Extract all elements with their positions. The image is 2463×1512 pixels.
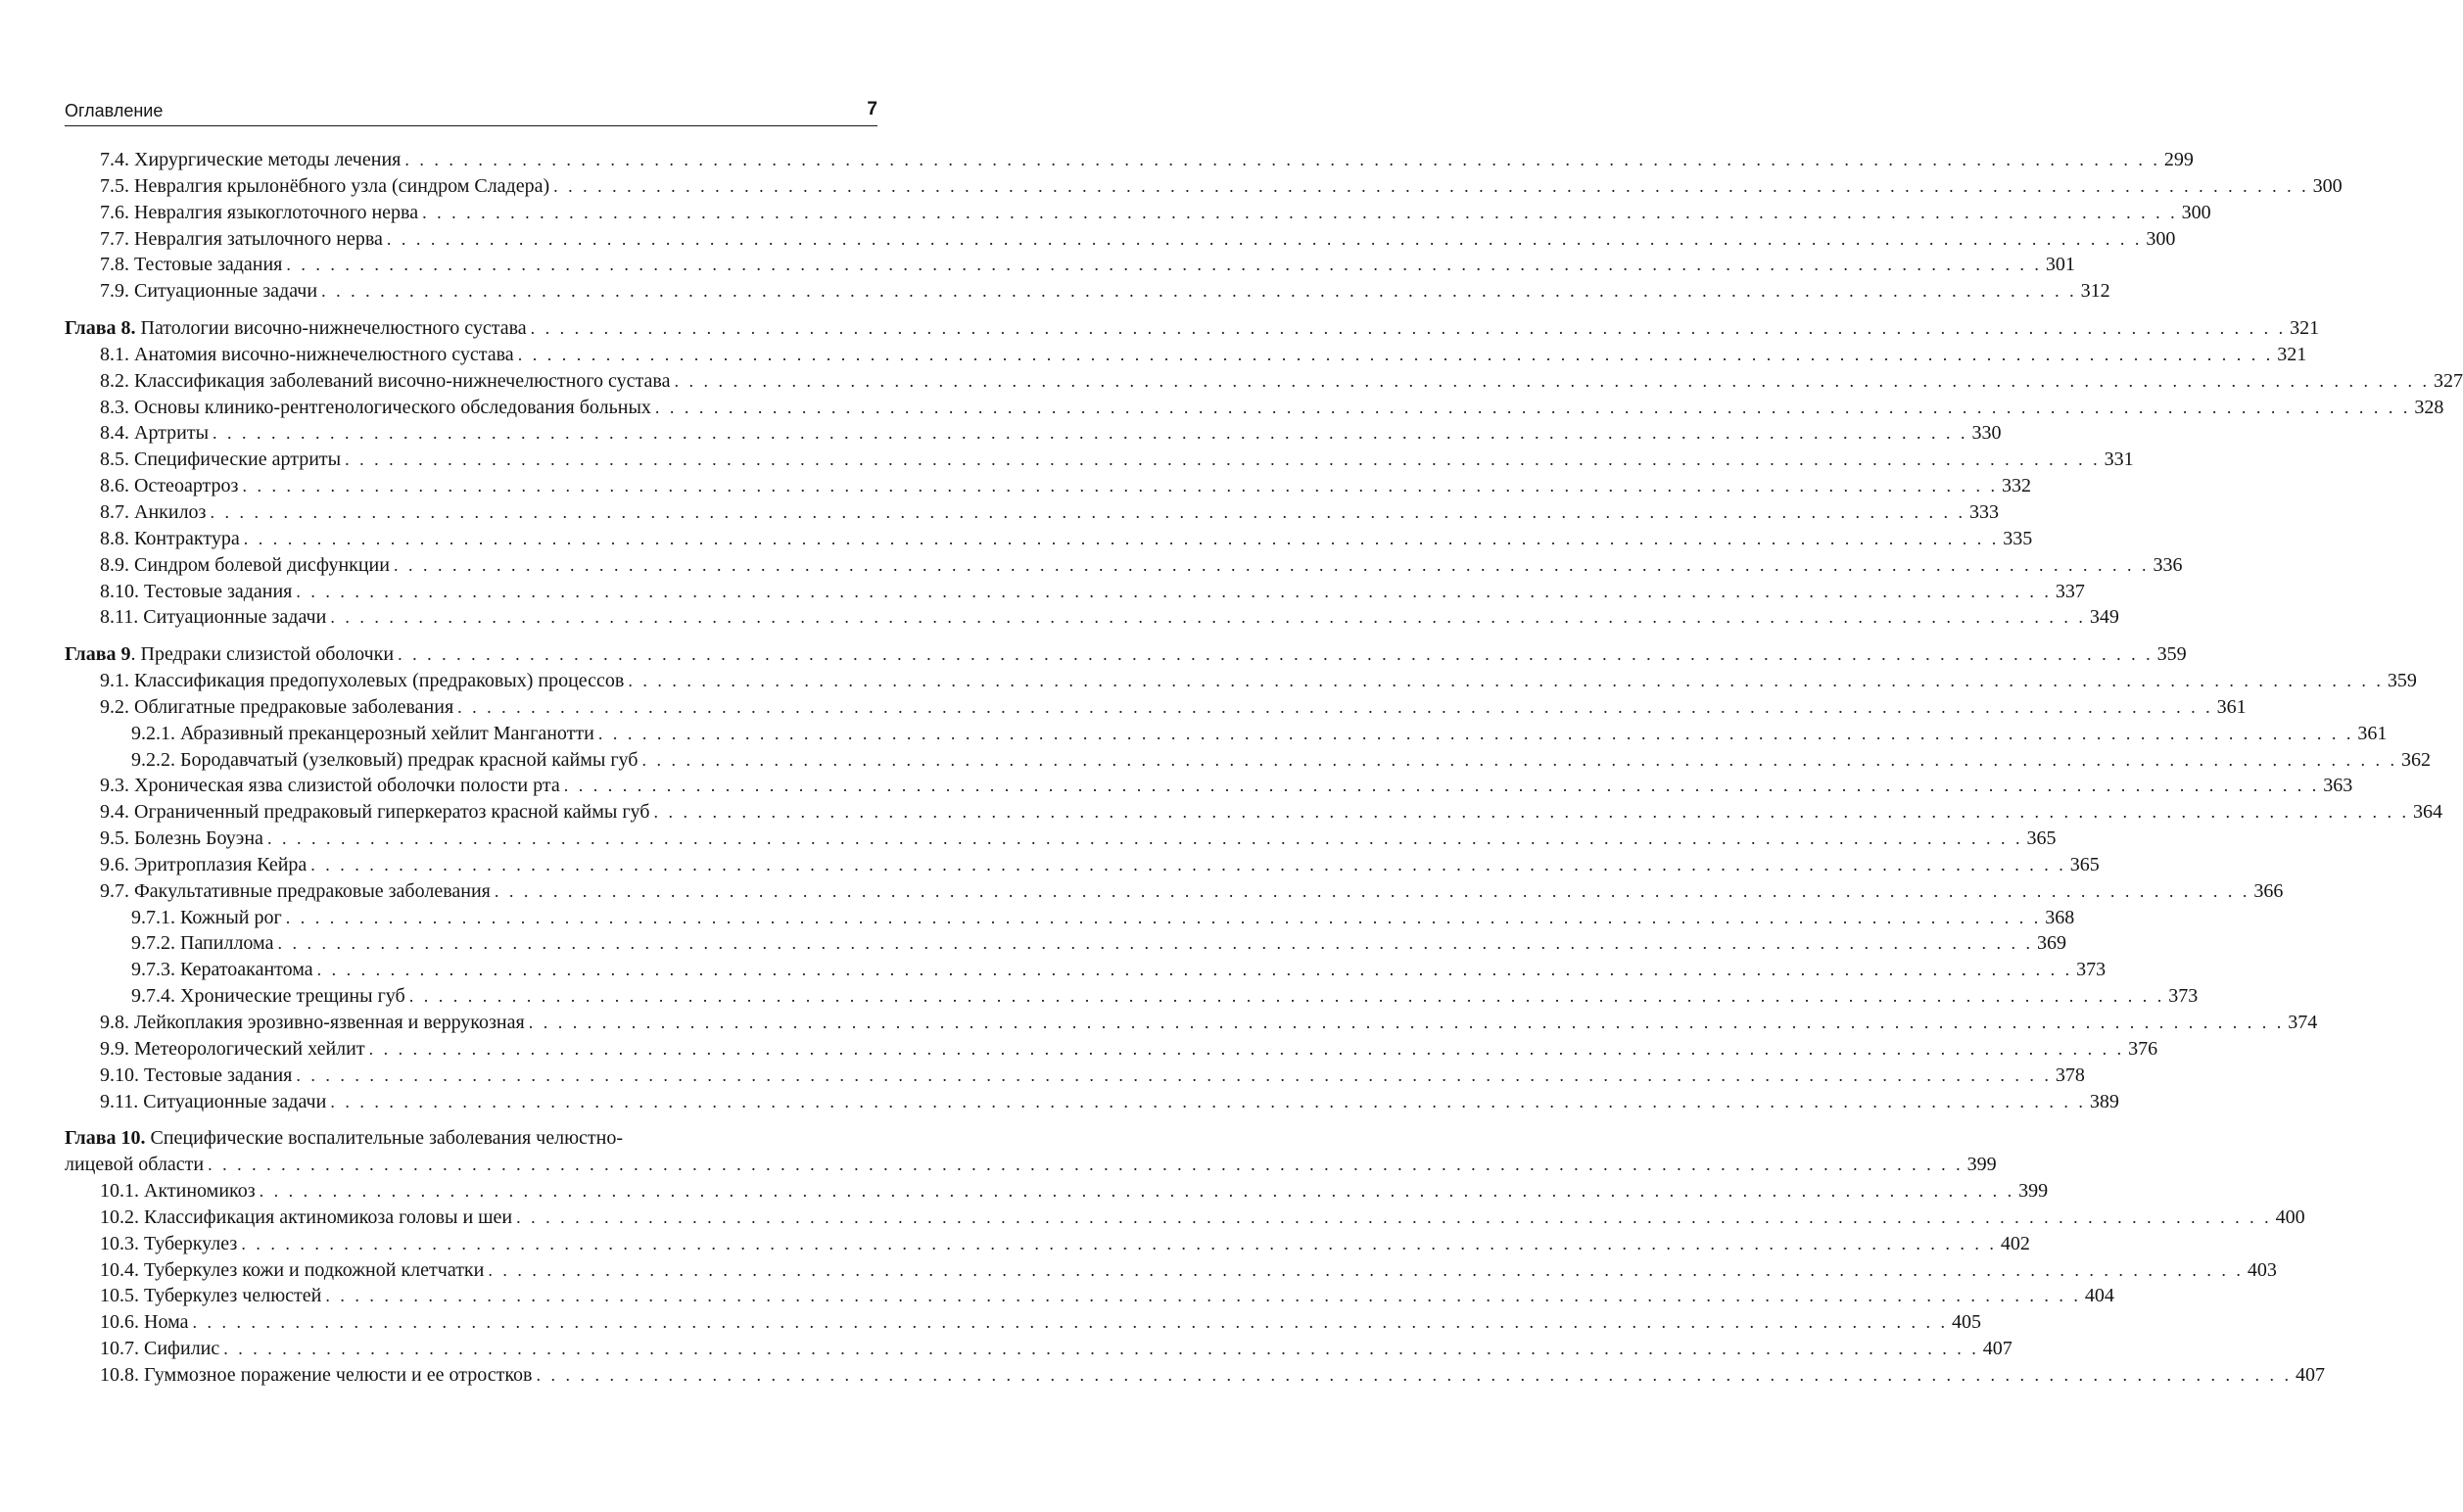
dot-leader bbox=[286, 252, 2042, 278]
entry-title: 9.2.1. Абразивный преканцерозный хейлит Манганотти bbox=[131, 722, 594, 744]
entry-page-number: 373 bbox=[2168, 985, 2199, 1008]
dot-leader bbox=[286, 905, 2042, 931]
toc-subentry bbox=[65, 983, 2199, 1010]
dot-leader bbox=[223, 1336, 1979, 1362]
entry-title: 8.2. Классификация заболеваний височно-нижнечелюстного сустава bbox=[100, 369, 671, 392]
entry-page-number: 300 bbox=[2181, 201, 2211, 223]
section-gap bbox=[65, 305, 879, 315]
entry-title: 10.5. Туберкулез челюстей bbox=[100, 1285, 322, 1307]
entry-page-number: 301 bbox=[2045, 254, 2075, 276]
toc-entry bbox=[65, 604, 2119, 631]
section-gap bbox=[65, 631, 879, 641]
entry-page-number: 368 bbox=[2045, 906, 2075, 928]
entry-page-number: 299 bbox=[2163, 149, 2194, 170]
toc-entry bbox=[65, 278, 2110, 305]
section-gap bbox=[65, 1114, 879, 1125]
toc-entry bbox=[65, 395, 2444, 421]
dot-leader bbox=[310, 852, 2066, 878]
entry-page-number: 336 bbox=[2153, 553, 2183, 576]
dot-leader bbox=[387, 226, 2143, 253]
entry-page-number: 359 bbox=[2387, 670, 2417, 692]
entry-title: 8.3. Основы клинико-рентгенологического обследования больных bbox=[100, 396, 651, 418]
entry-title: 8.11. Ситуационные задачи bbox=[100, 606, 327, 629]
entry-page-number: 332 bbox=[2001, 475, 2031, 497]
dot-leader bbox=[330, 604, 2086, 631]
entry-title: 9.7.3. Кератоакантома bbox=[131, 959, 313, 981]
entry-page-number: 300 bbox=[2312, 174, 2343, 197]
entry-title: 7.6. Невралгия языкоглоточного нерва bbox=[100, 201, 419, 223]
dot-leader bbox=[422, 200, 2178, 226]
entry-page-number: 376 bbox=[2128, 1037, 2158, 1060]
dot-leader bbox=[516, 1205, 2272, 1231]
entry-title: 9.7.1. Кожный рог bbox=[131, 906, 282, 928]
dot-leader bbox=[260, 1178, 2015, 1205]
entry-title: 8.10. Тестовые задания bbox=[100, 580, 293, 602]
toc-entry bbox=[65, 1309, 1981, 1336]
entry-title: 9.7. Факультативные предраковые заболевания bbox=[100, 879, 491, 902]
entry-page-number: 330 bbox=[1971, 422, 2002, 445]
entry-title: 8.8. Контрактура bbox=[100, 527, 240, 549]
chapter-heading bbox=[65, 641, 2187, 668]
toc-entry bbox=[65, 826, 2057, 852]
entry-page-number: 364 bbox=[2412, 801, 2442, 824]
entry-page-number: 374 bbox=[2288, 1012, 2318, 1033]
entry-page-number: 349 bbox=[2089, 606, 2119, 629]
toc-entry bbox=[65, 694, 2247, 721]
entry-title: 9.7.4. Хронические трещины губ bbox=[131, 985, 405, 1008]
toc-entry bbox=[65, 252, 2075, 278]
entry-page-number: 366 bbox=[2253, 879, 2284, 902]
dot-leader bbox=[553, 173, 2309, 200]
entry-page-number: 337 bbox=[2055, 580, 2085, 602]
entry-page-number: 328 bbox=[2414, 396, 2444, 418]
entry-title: 10.7. Сифилис bbox=[100, 1338, 220, 1360]
entry-title: 10.4. Туберкулез кожи и подкожной клетчатки bbox=[100, 1258, 485, 1281]
dot-leader bbox=[277, 930, 2033, 957]
dot-leader bbox=[345, 447, 2101, 473]
entry-page-number: 335 bbox=[2003, 527, 2033, 549]
toc-entry bbox=[65, 1063, 2085, 1089]
entry-title: 9.2. Облигатные предраковые заболевания bbox=[100, 695, 454, 718]
dot-leader bbox=[409, 983, 2165, 1010]
dot-leader bbox=[394, 552, 2150, 579]
entry-page-number: 365 bbox=[2026, 827, 2057, 850]
chapter-label: Глава 9 bbox=[65, 643, 131, 666]
dot-leader bbox=[531, 315, 2287, 342]
dot-leader bbox=[564, 773, 2320, 799]
toc-entry bbox=[65, 1336, 2013, 1362]
chapter-heading-continued bbox=[65, 1152, 1997, 1178]
entry-page-number: 312 bbox=[2080, 280, 2110, 303]
chapter-label: Глава 8. bbox=[65, 317, 136, 340]
entry-title: 9.2.2. Бородавчатый (узелковый) предрак красной каймы губ bbox=[131, 748, 639, 771]
entry-title: 10.2. Классификация актиномикоза головы и шеи bbox=[100, 1205, 513, 1228]
table-of-contents bbox=[65, 147, 2463, 1389]
toc-entry bbox=[65, 878, 2284, 905]
dot-leader bbox=[330, 1089, 2086, 1115]
entry-page-number: 321 bbox=[2277, 343, 2307, 365]
entry-page-number: 300 bbox=[2146, 227, 2176, 250]
dot-leader bbox=[674, 368, 2430, 395]
toc-subentry bbox=[65, 747, 2431, 774]
dot-leader bbox=[210, 499, 1966, 526]
toc-entry bbox=[65, 1178, 2049, 1205]
toc-entry bbox=[65, 852, 2100, 878]
dot-leader bbox=[325, 1283, 2081, 1309]
entry-title: 8.7. Анкилоз bbox=[100, 500, 207, 523]
running-header bbox=[65, 98, 877, 126]
dot-leader bbox=[208, 1152, 1964, 1178]
chapter-page-number: 321 bbox=[2290, 317, 2320, 340]
dot-leader bbox=[242, 473, 1998, 499]
entry-title: 9.1. Классификация предопухолевых (предраковых) процессов bbox=[100, 670, 625, 692]
chapter-title: Специфические воспалительные заболевания челюстно- bbox=[150, 1127, 623, 1150]
toc-entry bbox=[65, 773, 2353, 799]
toc-entry bbox=[65, 552, 2183, 579]
entry-title: 9.9. Метеорологический хейлит bbox=[100, 1037, 365, 1060]
toc-entry bbox=[65, 226, 2176, 253]
entry-title: 9.6. Эритроплазия Кейра bbox=[100, 853, 308, 875]
toc-entry bbox=[65, 668, 2417, 694]
chapter-heading-text bbox=[65, 315, 527, 342]
entry-page-number: 407 bbox=[1982, 1338, 2013, 1360]
dot-leader bbox=[404, 147, 2160, 173]
entry-page-number: 333 bbox=[1968, 500, 1999, 523]
toc-entry bbox=[65, 200, 2211, 226]
entry-title: 8.9. Синдром болевой дисфункции bbox=[100, 553, 390, 576]
dot-leader bbox=[488, 1257, 2244, 1284]
dot-leader bbox=[641, 747, 2397, 774]
dot-leader bbox=[369, 1036, 2125, 1063]
entry-title: 9.4. Ограниченный предраковый гиперкератоз красной каймы губ bbox=[100, 801, 650, 824]
entry-page-number: 363 bbox=[2323, 775, 2353, 797]
toc-entry bbox=[65, 447, 2134, 473]
chapter-title-continued: лицевой области bbox=[65, 1154, 205, 1176]
chapter-title: Патологии височно-нижнечелюстного сустава bbox=[140, 317, 527, 340]
entry-page-number: 331 bbox=[2104, 449, 2134, 471]
chapter-heading-text bbox=[65, 641, 394, 668]
dot-leader bbox=[241, 1231, 1997, 1257]
toc-entry bbox=[65, 1362, 2325, 1389]
entry-page-number: 403 bbox=[2247, 1258, 2277, 1281]
toc-entry bbox=[65, 526, 2033, 552]
toc-subentry bbox=[65, 930, 2066, 957]
chapter-title: . Предраки слизистой оболочки bbox=[130, 643, 395, 666]
entry-title: 9.3. Хроническая язва слизистой оболочки полости рта bbox=[100, 775, 560, 797]
dot-leader bbox=[296, 1063, 2052, 1089]
toc-entry bbox=[65, 1036, 2158, 1063]
entry-title: 8.1. Анатомия височно-нижнечелюстного сустава bbox=[100, 343, 514, 365]
dot-leader bbox=[529, 1010, 2285, 1036]
toc-entry bbox=[65, 499, 1999, 526]
dot-leader bbox=[518, 342, 2274, 368]
toc-entry bbox=[65, 799, 2442, 826]
toc-entry bbox=[65, 1283, 2114, 1309]
entry-page-number: 365 bbox=[2069, 853, 2100, 875]
toc-entry bbox=[65, 1205, 2305, 1231]
toc-subentry bbox=[65, 905, 2075, 931]
chapter-label: Глава 10. bbox=[65, 1127, 146, 1150]
entry-title: 7.7. Невралгия затылочного нерва bbox=[100, 227, 383, 250]
toc-subentry bbox=[65, 721, 2388, 747]
entry-title: 9.5. Болезнь Боуэна bbox=[100, 827, 263, 850]
toc-entry bbox=[65, 1010, 2318, 1036]
toc-entry bbox=[65, 147, 2194, 173]
entry-page-number: 402 bbox=[2000, 1232, 2030, 1254]
entry-title: 7.9. Ситуационные задачи bbox=[100, 280, 318, 303]
entry-page-number: 373 bbox=[2076, 959, 2107, 981]
dot-leader bbox=[655, 395, 2411, 421]
entry-page-number: 361 bbox=[2216, 695, 2247, 718]
chapter-heading bbox=[65, 1125, 879, 1152]
entry-title: 7.4. Хирургические методы лечения bbox=[100, 149, 402, 170]
entry-title: 9.11. Ситуационные задачи bbox=[100, 1090, 327, 1112]
dot-leader bbox=[192, 1309, 1948, 1336]
entry-title: 10.3. Туберкулез bbox=[100, 1232, 238, 1254]
dot-leader bbox=[628, 668, 2384, 694]
entry-title: 7.5. Невралгия крылонёбного узла (синдром Сладера) bbox=[100, 174, 550, 197]
entry-title: 9.7.2. Папиллома bbox=[131, 932, 274, 955]
toc-entry bbox=[65, 579, 2085, 605]
entry-page-number: 389 bbox=[2089, 1090, 2119, 1112]
entry-title: 7.8. Тестовые задания bbox=[100, 254, 283, 276]
entry-title: 10.8. Гуммозное поражение челюсти и ее отростков bbox=[100, 1363, 533, 1386]
entry-title: 10.6. Нома bbox=[100, 1311, 189, 1334]
entry-page-number: 361 bbox=[2357, 722, 2388, 744]
toc-entry bbox=[65, 342, 2307, 368]
header-title: Оглавление bbox=[65, 101, 164, 120]
dot-leader bbox=[267, 826, 2023, 852]
entry-page-number: 369 bbox=[2036, 932, 2066, 955]
toc-entry bbox=[65, 1257, 2277, 1284]
dot-leader bbox=[495, 878, 2250, 905]
chapter-heading bbox=[65, 315, 2320, 342]
entry-page-number: 405 bbox=[1951, 1311, 1981, 1334]
dot-leader bbox=[457, 694, 2213, 721]
entry-page-number: 378 bbox=[2055, 1063, 2085, 1086]
chapter-page-number: 359 bbox=[2156, 643, 2187, 666]
dot-leader bbox=[598, 721, 2354, 747]
toc-subentry bbox=[65, 957, 2107, 983]
entry-title: 10.1. Актиномикоз bbox=[100, 1180, 256, 1203]
chapter-page-number: 399 bbox=[1966, 1154, 1997, 1176]
dot-leader bbox=[536, 1362, 2292, 1389]
entry-title: 9.8. Лейкоплакия эрозивно-язвенная и веррукозная bbox=[100, 1012, 525, 1033]
toc-entry bbox=[65, 173, 2343, 200]
toc-entry bbox=[65, 368, 2463, 395]
toc-entry bbox=[65, 1231, 2030, 1257]
entry-title: 8.5. Специфические артриты bbox=[100, 449, 342, 471]
dot-leader bbox=[653, 799, 2409, 826]
entry-page-number: 407 bbox=[2295, 1363, 2325, 1386]
toc-entry bbox=[65, 420, 2002, 447]
toc-entry bbox=[65, 473, 2031, 499]
entry-page-number: 400 bbox=[2275, 1205, 2305, 1228]
entry-page-number: 362 bbox=[2400, 748, 2431, 771]
entry-title: 9.10. Тестовые задания bbox=[100, 1063, 293, 1086]
dot-leader bbox=[398, 641, 2154, 668]
toc-entry bbox=[65, 1089, 2119, 1115]
page-number: 7 bbox=[867, 99, 877, 119]
entry-page-number: 404 bbox=[2084, 1285, 2114, 1307]
dot-leader bbox=[317, 957, 2073, 983]
entry-title: 8.4. Артриты bbox=[100, 422, 210, 445]
dot-leader bbox=[213, 420, 1968, 447]
entry-page-number: 399 bbox=[2018, 1180, 2049, 1203]
entry-title: 8.6. Остеоартроз bbox=[100, 475, 239, 497]
dot-leader bbox=[296, 579, 2052, 605]
entry-page-number: 327 bbox=[2433, 369, 2463, 392]
dot-leader bbox=[321, 278, 2077, 305]
dot-leader bbox=[244, 526, 2000, 552]
